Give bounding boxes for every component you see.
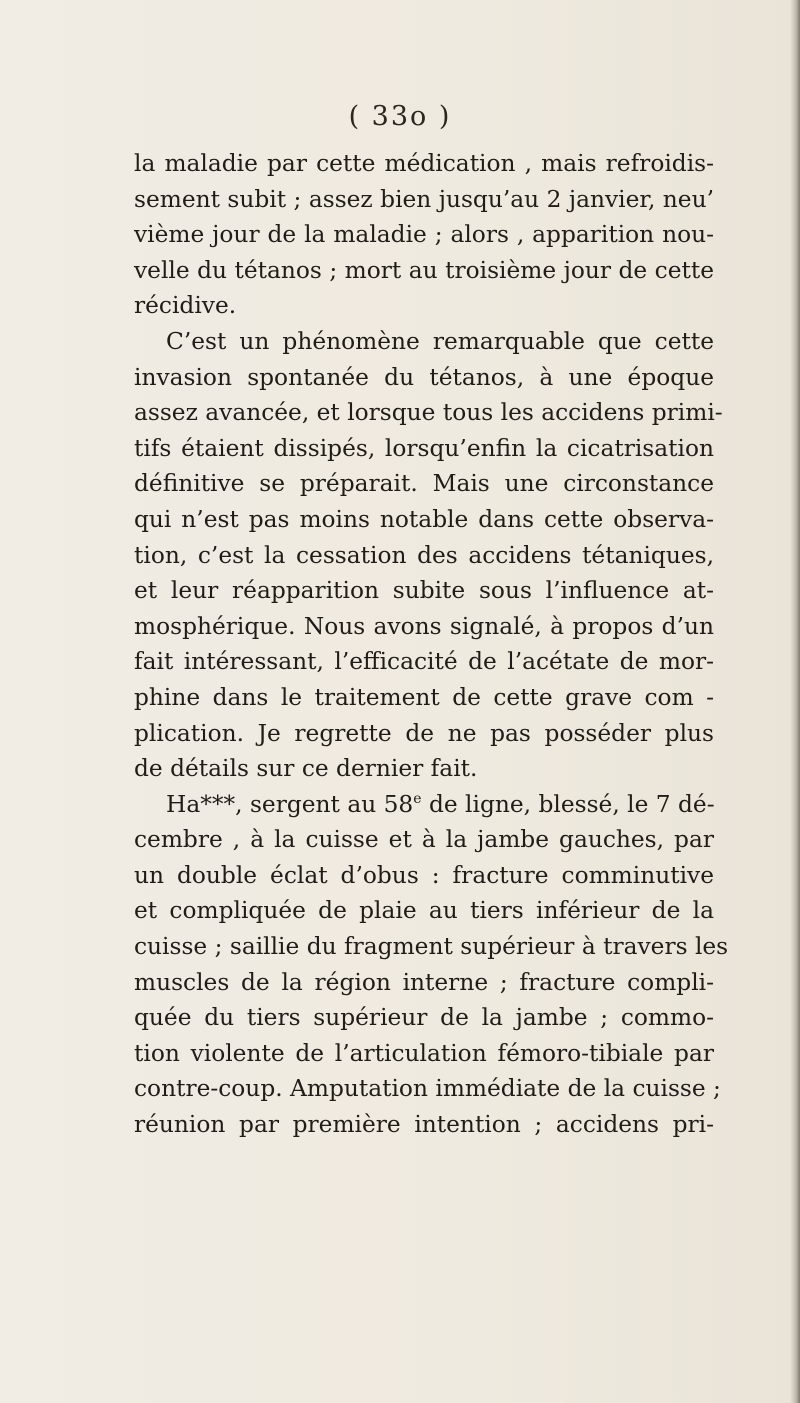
text-line: tion, c’est la cessation des accidens tétaniques, <box>134 541 714 569</box>
text-line: et leur réapparition subite sous l’influence at- <box>134 577 714 605</box>
text-line: un double éclat d’obus : fracture comminutive <box>134 861 714 889</box>
text-line: quée du tiers supérieur de la jambe ; commo- <box>134 1004 714 1032</box>
text-line: récidive. <box>134 292 237 320</box>
text-line: vième jour de la maladie ; alors , apparition nou- <box>134 221 714 249</box>
text-line: mosphérique. Nous avons signalé, à propos d’un <box>134 612 714 640</box>
body-text <box>134 146 729 1143</box>
text-line: phine dans le traitement de cette grave com - <box>134 683 714 711</box>
text-line: muscles de la région interne ; fracture compli- <box>134 968 714 996</box>
text-segment: Ha***, sergent au 58 <box>166 790 414 818</box>
text-line: qui n’est pas moins notable dans cette observa- <box>134 505 714 533</box>
text-line: fait intéressant, l’efficacité de l’acétate de mor- <box>134 648 714 676</box>
text-line: assez avancée, et lorsque tous les accidens primi- <box>134 399 723 427</box>
text-line: et compliquée de plaie au tiers inférieur de la <box>134 897 714 925</box>
text-line: cuisse ; saillie du fragment supérieur à travers les <box>134 933 729 961</box>
text-line: réunion par première intention ; accidens pri- <box>134 1111 714 1139</box>
text-line: sement subit ; assez bien jusqu’au 2 janvier, neu’ <box>134 185 714 213</box>
superscript: e <box>413 790 422 807</box>
text-line-with-superscript <box>134 787 714 823</box>
page-edge-shadow <box>790 0 800 1403</box>
text-line: la maladie par cette médication , mais refroidis- <box>134 150 714 177</box>
text-line: de détails sur ce dernier fait. <box>134 755 478 783</box>
text-line: tion violente de l’articulation fémoro-tibiale par <box>134 1039 714 1067</box>
text-line: contre-coup. Amputation immédiate de la cuisse ; <box>134 1075 721 1103</box>
text-line: plication. Je regrette de ne pas posséder plus <box>134 719 714 747</box>
text-line: velle du tétanos ; mort au troisième jour de cette <box>134 256 714 284</box>
page-number: ( 33o ) <box>348 101 452 132</box>
text-line: C’est un phénomène remarquable que cette <box>166 327 714 355</box>
text-segment: de ligne, blessé, le 7 dé- <box>421 790 715 818</box>
text-line: définitive se préparait. Mais une circonstance <box>134 470 714 498</box>
text-line: tifs étaient dissipés, lorsqu’enfin la cicatrisation <box>134 434 714 462</box>
text-line: invasion spontanée du tétanos, à une époque <box>134 363 714 391</box>
text-line: cembre , à la cuisse et à la jambe gauches, par <box>134 826 714 854</box>
